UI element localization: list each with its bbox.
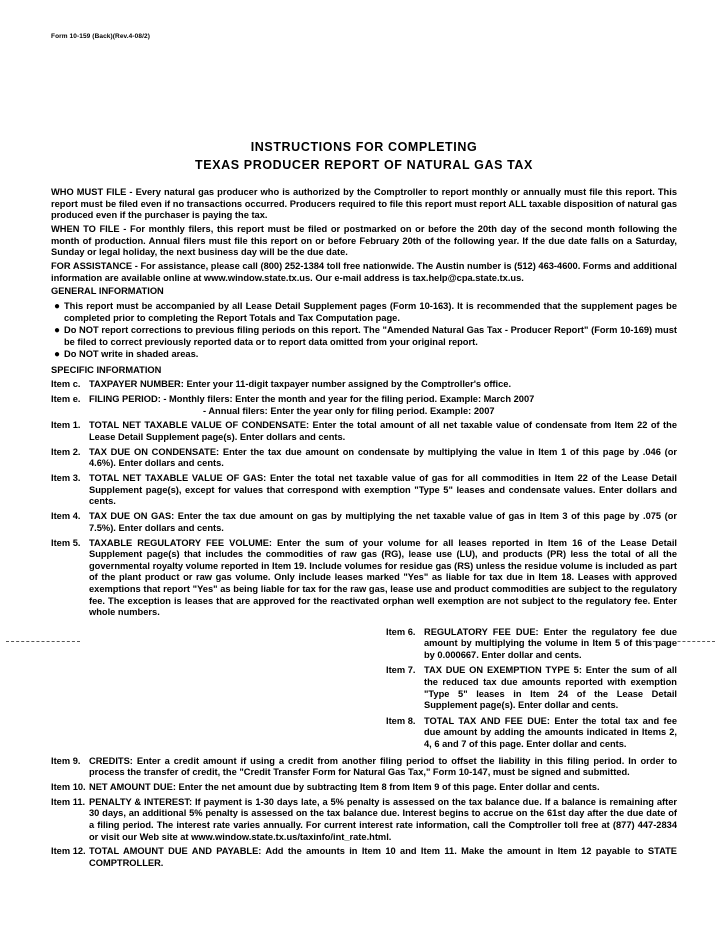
specific-heading: SPECIFIC INFORMATION: [51, 364, 162, 375]
general-bullet: [51, 349, 677, 361]
item-text: CREDITS: Enter a credit amount if using a credit from another filing period to offset the liability in this filing period. In order to process the transfer of credit, the "Credit Transfer Form for Natural Gas Tax," Form 10-147, must be signed and submitted.: [89, 755, 677, 778]
item-label: Item e.: [51, 394, 81, 405]
item-label: Item 11.: [51, 796, 86, 807]
item-label: Item 10.: [51, 782, 86, 792]
item-2: [51, 447, 677, 470]
item-1: [51, 420, 677, 443]
item-label: Item 2.: [51, 446, 81, 457]
bullet-icon: ●: [54, 300, 61, 312]
bullet-icon: ●: [54, 325, 61, 337]
item-text: TAX DUE ON GAS: Enter the tax due amount on gas by multiplying the net taxable value of gas in Item 3 of this page by .075 (or 7.5%). Enter dollars and cents.: [89, 511, 677, 533]
item-text: TOTAL AMOUNT DUE AND PAYABLE: Add the amounts in Item 10 and Item 11. Make the amount in Item 12 payable to STATE COMPTROLLER.: [89, 846, 677, 868]
item-label: Item 8.: [386, 715, 416, 726]
who-must-file: WHO MUST FILE - Every natural gas producer who is authorized by the Comptroller to report monthly or annually must file this report. This report must be filed even if no transactions occurred. Producers required to file this report must report ALL taxable disposition of natural gas produced even if the purchaser is paying the tax.: [51, 187, 677, 221]
item-text: FILING PERIOD: - Monthly filers: Enter the month and year for the filing period. Example: March 2007: [89, 394, 535, 405]
item-text-annual: - Annual filers: Enter the year only for filing period. Example: 2007: [203, 405, 495, 416]
item-text: TAXPAYER NUMBER: Enter your 11-digit taxpayer number assigned by the Comptroller's office.: [89, 379, 512, 390]
general-bullet: [51, 325, 677, 348]
item-text: TOTAL NET TAXABLE VALUE OF CONDENSATE: Enter the total amount of all net taxable value of condensate from Item 22 of the Lease Detail Supplement page(s). Enter dollars and cents.: [89, 420, 677, 443]
item-label: Item 1.: [51, 420, 81, 431]
title-line-2: TEXAS PRODUCER REPORT OF NATURAL GAS TAX: [195, 158, 533, 172]
item-10: [51, 782, 677, 794]
item-text: TAXABLE REGULATORY FEE VOLUME: Enter the sum of your volume for all leases reported in Item 16 of the Lease Detail Supplement page(s) that includes the commodities of raw gas (RG), lease use (LU), and products (PR) less the total of all the governmental royalty volume reported in Item 19. Include volumes for residue gas (RS) unless the residue volume is included as part of the plant product or raw gas volume. Only include leases marked "Yes" as liable for tax due in Item 18. Leases with approved exemptions that report "Yes" as being liable for tax for the raw gas, lease use and product commodities are subject to the regulatory fee. The exception is leases that are approved for the reactivated orphan well exemption are not subject to the regulatory fee. Enter whole numbers.: [89, 537, 677, 618]
item-8: [386, 716, 677, 751]
item-text: REGULATORY FEE DUE: Enter the regulatory fee due amount by multiplying the volume in Item 5 of this page by 0.000667. Enter dollar and cents.: [424, 626, 677, 660]
for-assistance: FOR ASSISTANCE - For assistance, please call (800) 252-1384 toll free nationwide. The Austin number is (512) 463-4600. Forms and additional information are available online at www.window.state.tx.us. Our e-mail address is tax.help@cpa.state.tx.us.: [51, 260, 677, 283]
instructions-body: [51, 187, 677, 873]
item-text: TOTAL TAX AND FEE DUE: Enter the total tax and fee due amount by adding the amounts indicated in Items 2, 4, 6 and 7 of this page. Enter dollar and cents.: [424, 715, 677, 750]
item-text: TAX DUE ON EXEMPTION TYPE 5: Enter the sum of all the reduced tax due amounts reported with exemption "Type 5" leases in Item 24 of the Lease Detail Supplement page(s). Enter dollar and cents.: [424, 665, 677, 711]
item-11: [51, 797, 677, 843]
item-6: [386, 627, 677, 662]
item-label: Item c.: [51, 379, 81, 390]
form-id: Form 10-159 (Back)(Rev.4-08/2): [51, 33, 150, 40]
bullet-icon: ●: [54, 349, 61, 361]
bullet-text: This report must be accompanied by all Lease Detail Supplement pages (Form 10-163). It is recommended that the supplement pages be completed prior to completing the Report Totals and Tax Computation page.: [64, 300, 677, 323]
right-column-items: [386, 627, 677, 751]
item-c: [51, 379, 677, 391]
item-label: Item 5.: [51, 537, 81, 548]
general-heading: GENERAL INFORMATION: [51, 286, 164, 297]
item-label: Item 12.: [51, 846, 86, 857]
bullet-text: Do NOT report corrections to previous filing periods on this report. The "Amended Natural Gas Tax - Producer Report" (Form 10-169) must be filed to correct previously reported data or to report data omitted from your original report.: [64, 325, 677, 347]
item-text: TOTAL NET TAXABLE VALUE OF GAS: Enter the total net taxable value of gas for all commodities in Item 22 of the Lease Detail Supplement page(s), except for values that correspond with exemption "Type 5" leases and condensate values. Enter dollars and cents.: [89, 473, 677, 507]
item-text: NET AMOUNT DUE: Enter the net amount due by subtracting Item 8 from Item 9 of this page. Enter dollar and cents.: [89, 782, 600, 792]
item-label: Item 7.: [386, 665, 416, 676]
fold-line-right: [643, 641, 715, 642]
fold-line-left: [6, 641, 80, 642]
item-12: [51, 846, 677, 869]
item-7: [386, 665, 677, 711]
item-4: [51, 511, 677, 534]
when-to-file: WHEN TO FILE - For monthly filers, this report must be filed or postmarked on or before the 20th day of the second month following the month of production. Annual filers must file this report on or before February 20th of the following year. If the due date falls on a Saturday, Sunday or legal holiday, the next business day will be the due date.: [51, 223, 677, 258]
item-5: [51, 538, 677, 619]
item-e: [51, 394, 677, 417]
item-3: [51, 473, 677, 508]
bullet-text: Do NOT write in shaded areas.: [64, 349, 199, 360]
item-label: Item 3.: [51, 473, 81, 484]
item-label: Item 9.: [51, 755, 81, 766]
item-9: [51, 756, 677, 779]
item-text: PENALTY & INTEREST: If payment is 1-30 days late, a 5% penalty is assessed on the tax balance due. If a balance is remaining after 30 days, an additional 5% penalty is assessed on the tax balance due. Interest begins to accrue on the 61st day after the due date of a filing period. The interest rate varies annually. For current interest rate information, call the Comptroller toll free at (877) 447-2834 or visit our Web site at www.window.state.tx.us/taxinfo/int_rate.html.: [89, 796, 677, 842]
title-line-1: INSTRUCTIONS FOR COMPLETING: [250, 140, 478, 154]
general-bullet: [51, 301, 677, 324]
item-label: Item 4.: [51, 511, 81, 522]
item-text: TAX DUE ON CONDENSATE: Enter the tax due amount on condensate by multiplying the value in Item 1 of this page by .046 (or 4.6%). Enter dollars and cents.: [89, 446, 677, 469]
item-label: Item 6.: [386, 626, 416, 637]
